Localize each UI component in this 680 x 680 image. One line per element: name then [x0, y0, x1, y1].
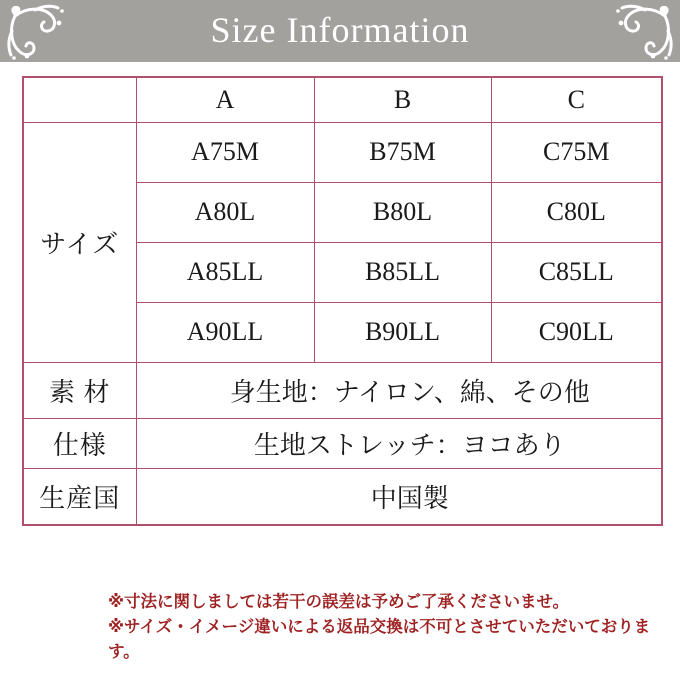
corner-flourish-icon: [4, 3, 70, 61]
corner-flourish-icon: [610, 3, 676, 61]
size-cell: C85LL: [491, 242, 662, 302]
column-header-b: B: [314, 77, 491, 122]
table-row-country: [23, 468, 662, 525]
table-row-spec: [23, 418, 662, 468]
size-cell: B80L: [314, 182, 491, 242]
material-row-label: 素 材: [23, 362, 136, 418]
footer-notes: [108, 590, 680, 665]
table-row: [23, 122, 662, 182]
size-cell: A85LL: [136, 242, 314, 302]
size-cell: A75M: [136, 122, 314, 182]
size-table-section: [0, 62, 680, 526]
size-table: [22, 76, 663, 526]
spec-value: 生地ストレッチ：ヨコあり: [136, 418, 662, 468]
column-header-a: A: [136, 77, 314, 122]
page-title: Size Information: [210, 10, 470, 50]
size-cell: B85LL: [314, 242, 491, 302]
material-value: 身生地：ナイロン、綿、その他: [136, 362, 662, 418]
size-cell: A90LL: [136, 302, 314, 362]
size-cell: A80L: [136, 182, 314, 242]
size-row-label: サイズ: [23, 122, 136, 362]
note-line: ※寸法に関しましては若干の誤差は予めご了承くださいませ。: [108, 593, 570, 611]
size-cell: B75M: [314, 122, 491, 182]
column-header-c: C: [491, 77, 662, 122]
note-line: ※サイズ・イメージ違いによる返品交換は不可とさせていただいております。: [108, 618, 651, 661]
table-header-row: [23, 77, 662, 122]
size-cell: C80L: [491, 182, 662, 242]
banner: [0, 0, 680, 62]
country-value: 中国製: [136, 468, 662, 525]
table-row-material: [23, 362, 662, 418]
size-cell: C90LL: [491, 302, 662, 362]
corner-cell: [23, 77, 136, 122]
size-cell: C75M: [491, 122, 662, 182]
size-cell: B90LL: [314, 302, 491, 362]
country-row-label: 生産国: [23, 468, 136, 525]
spec-row-label: 仕様: [23, 418, 136, 468]
